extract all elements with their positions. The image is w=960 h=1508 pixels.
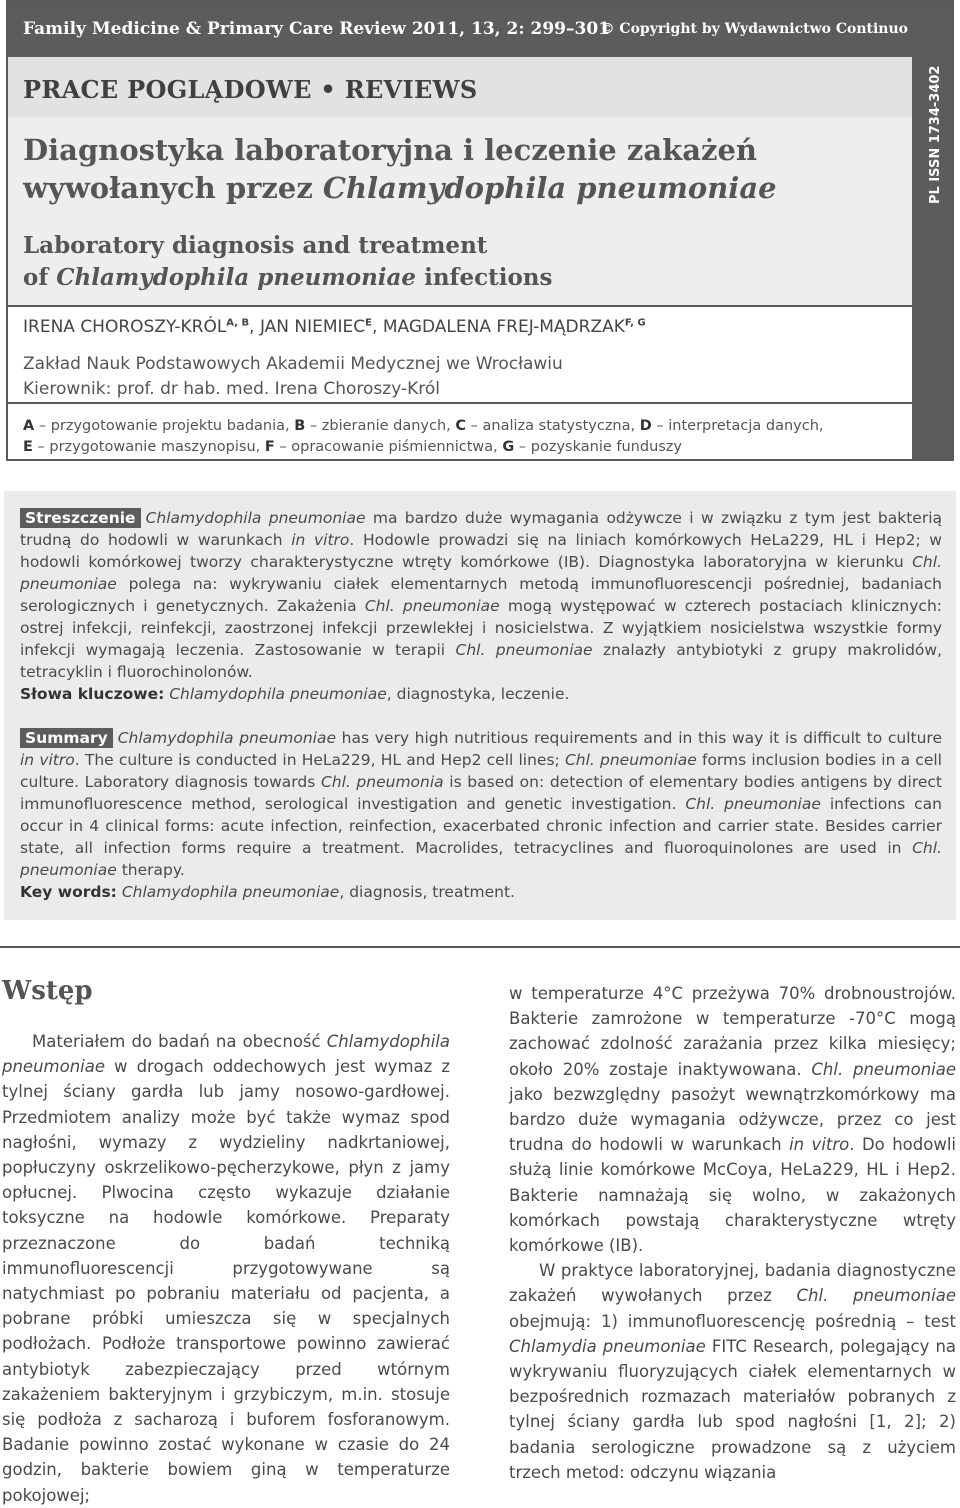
- article-header: [6, 0, 954, 461]
- role-key: F: [264, 439, 275, 455]
- body-text: Chl. pneumoniae: [796, 1286, 956, 1306]
- author-1: IRENA CHOROSZY-KRÓL: [23, 317, 227, 337]
- body-text: w temperaturze 4°C przeżywa 70% drobnoustrojów. Bakterie zamrożone w temperaturze -70°C mogą zachować zdolność zarażania przez kilka miesięcy; około 20% zostaje inaktywowana.: [509, 984, 956, 1079]
- abstract-text: in vitro: [291, 531, 350, 549]
- body-text: FITC Research, polegający na wykrywaniu fluoryzujących ciałek elementarnych w bezpośrednich rozmazach materiałów pobranych z tylnej ściany gardła lub spod nagłośni [1, 2]; 2) badania serologiczne prowadzone są z użyciem trzech metod: odczynu wiązania: [509, 1336, 957, 1482]
- role-text: – analiza statystyczna,: [466, 418, 640, 434]
- abstract-text: Chl. pneumonia: [320, 773, 444, 791]
- title-pl-species: Chlamydophila pneumoniae: [322, 171, 777, 205]
- title-block: [8, 117, 912, 305]
- abstract-text: . The culture is conducted in HeLa229, HL and Hep2 cell lines;: [74, 751, 565, 769]
- abstract-label: Streszczenie: [20, 508, 141, 528]
- body-text: obejmują: 1) immunofluorescencję pośrednią – test: [509, 1311, 956, 1331]
- role-text: – przygotowanie projektu badania,: [34, 418, 295, 434]
- paragraph: [509, 1258, 956, 1485]
- author-3: MAGDALENA FREJ-MĄDRZAK: [382, 317, 625, 337]
- affiliation-institution: Zakład Nauk Podstawowych Akademii Medycznej we Wrocławiu: [23, 354, 563, 374]
- author-2-roles: E: [365, 317, 373, 329]
- title-en-species: Chlamydophila pneumoniae: [56, 264, 417, 291]
- author-list: [23, 317, 646, 337]
- copyright-notice: © Copyright by Wydawnictwo Continuo: [600, 21, 908, 37]
- body-text: Chlamydia pneumoniae: [509, 1336, 706, 1356]
- abstract-text: mogą występować w czterech postaciach klinicznych: ostrej infekcji, reinfekcji, zaostrzonej infekcji przewlekłej i nosicielstwa. Z wyjątkiem nosicielstwa wszystkie formy infekcji wymagają leczenia. Zastosowanie w terapii: [20, 597, 942, 659]
- issn-label: PL ISSN 1734-3402: [928, 65, 943, 204]
- abstract-text: Chl. pneumoniae: [364, 597, 500, 615]
- abstract-english: [20, 727, 942, 903]
- role-key: G: [502, 439, 515, 455]
- title-en-line1: Laboratory diagnosis and treatment: [23, 232, 488, 259]
- title-english: [23, 230, 552, 294]
- abstract-text: znalazły antybiotyki z grupy makrolidów, tetracyklin i fluorochinolonów.: [20, 641, 943, 681]
- body-column-right: [509, 981, 956, 1485]
- keyword: Chlamydophila pneumoniae: [169, 685, 387, 703]
- abstract-text: . Hodowle prowadzi się na liniach komórkowych HeLa229, HL i Hep2; w hodowli komórkowej tworzy charakterystyczne wtręty komórkowe (IB). Diagnostyka laboratoryjna w kierunku: [20, 531, 942, 571]
- body-text: W praktyce laboratoryjnej, badania diagnostyczne zakażeń wywołanych przez: [509, 1261, 956, 1306]
- abstract-text: Chl. pneumoniae: [20, 553, 942, 593]
- role-text: – pozyskanie funduszy: [514, 439, 683, 455]
- authors-block: [8, 305, 912, 402]
- abstract-text: Chl. pneumoniae: [685, 795, 821, 813]
- body-text: jako bezwzględny pasożyt wewnątrzkomórkowy ma bardzo duże wymagania odżywcze, przez co jest trudna do hodowli w warunkach: [509, 1084, 956, 1155]
- paragraph: [509, 981, 956, 1258]
- keywords-label: Słowa kluczowe:: [20, 685, 165, 703]
- abstracts-panel: [4, 491, 956, 920]
- body-column-left: [2, 1029, 450, 1508]
- abstract-text: polega na: wykrywaniu ciałek elementarnych metodą immunofluorescencji pośredniej, badaniach serologicznych i genetycznych. Zakażenia: [20, 575, 942, 615]
- role-text: – interpretacja danych,: [651, 418, 824, 434]
- abstract-text: in vitro: [20, 751, 75, 769]
- role-text: – zbieranie danych,: [305, 418, 456, 434]
- abstract-text: Chlamydophila pneumoniae: [117, 729, 336, 747]
- abstract-text: infections can occur in 4 clinical forms: acute infection, reinfection, exacerbated chronic infection and carrier state. Besides carrier state, all infection forms require a treatment. Macrolides, tetracyclines and fluoroquinolones are used in: [20, 795, 942, 857]
- abstract-text: Chlamydophila pneumoniae: [145, 509, 366, 527]
- affiliation: [23, 352, 563, 402]
- author-3-roles: F, G: [624, 317, 646, 329]
- author-separator: ,: [249, 317, 260, 337]
- body-text: Chl. pneumoniae: [811, 1059, 956, 1079]
- title-en-line2-post: infections: [416, 264, 553, 291]
- abstract-polish: [20, 507, 942, 705]
- abstract-text: therapy.: [116, 861, 185, 879]
- abstract-text: Chl. pneumoniae: [455, 641, 593, 659]
- journal-bar: [8, 2, 952, 57]
- abstract-text: Chl. pneumoniae: [564, 751, 697, 769]
- section-divider: [0, 946, 960, 948]
- title-pl-line2: wywołanych przez: [23, 171, 323, 205]
- role-key: B: [294, 418, 306, 434]
- abstract-text: ma bardzo duże wymagania odżywcze i w związku z tym jest bakterią trudną do hodowli w warunkach: [20, 509, 943, 549]
- keyword: Chlamydophila pneumoniae: [121, 883, 340, 901]
- keyword: , diagnosis, treatment.: [339, 883, 515, 901]
- affiliation-head: Kierownik: prof. dr hab. med. Irena Choroszy-Król: [23, 379, 440, 399]
- role-key: E: [23, 439, 33, 455]
- author-2: JAN NIEMIEC: [259, 317, 366, 337]
- body-text: in vitro: [789, 1135, 850, 1155]
- title-en-line2-pre: of: [23, 264, 57, 291]
- role-text: – przygotowanie maszynopisu,: [32, 439, 265, 455]
- keywords-label: Key words:: [20, 883, 117, 901]
- body-text: w drogach oddechowych jest wymaz z tylnej ściany gardła lub jamy nosowo-gardłowej. Przedmiotem analizy może być także wymaz spod nagłośni, wymazy z wydzieliny nadkrtaniowej, popłuczyny oskrzelikowo-pęcherzykowe, płyn z jamy opłucnej. Plwocina często wykazuje działanie toksyczne na hodowle komórkowe. Preparaty przeznaczone do badań techniką immunofluorescencji przygotowywane są natychmiast po pobraniu materiału od pacjenta, a pobrane próbki umieszcza się w specjalnych podłożach. Podłoże transportowe powinno zawierać antybiotyk zabezpieczający przed wtórnym zakażeniem bakteryjnym i grzybiczym, m.in. stosuje się podłoża z sacharozą i buforem fosforanowym. Badanie powinno zostać wykonane w czasie do 24 godzin, bakterie bowiem giną w temperaturze pokojowej;: [2, 1057, 450, 1505]
- contribution-legend: [23, 416, 824, 458]
- contributions-block: [8, 402, 912, 459]
- section-heading: Wstęp: [2, 976, 93, 1006]
- keyword: , diagnostyka, leczenie.: [386, 685, 570, 703]
- abstract-text: is based on: detection of elementary bodies antigens by direct immunofluorescence method, serological investigation and genetic investigation.: [20, 773, 942, 813]
- body-text: . Do hodowli służą linie komórkowe McCoya, HeLa229, HL i Hep2. Bakterie namnażają się wolno, w zakażonych komórkach powstają charakterystyczne wtręty komórkowe (IB).: [509, 1135, 956, 1256]
- abstract-text: forms inclusion bodies in a cell culture. Laboratory diagnosis towards: [20, 751, 942, 791]
- title-polish: [23, 131, 777, 207]
- title-pl-line1: Diagnostyka laboratoryjna i leczenie zakażeń: [23, 133, 757, 167]
- role-key: A: [23, 418, 35, 434]
- abstract-text: Chl. pneumoniae: [20, 839, 942, 879]
- role-key: D: [639, 418, 652, 434]
- abstract-text: has very high nutritious requirements and in this way it is difficult to culture: [335, 729, 942, 747]
- section-band: [8, 57, 912, 117]
- journal-citation: Family Medicine & Primary Care Review 2011, 13, 2: 299–301: [23, 19, 610, 39]
- abstract-label: Summary: [20, 728, 113, 748]
- author-1-roles: A, B: [226, 317, 250, 329]
- role-text: – opracowanie piśmiennictwa,: [274, 439, 503, 455]
- body-text: Chlamydophila pneumoniae: [2, 1032, 450, 1077]
- role-key: C: [455, 418, 467, 434]
- body-text: Materiałem do badań na obecność: [32, 1032, 327, 1051]
- section-label: PRACE POGLĄDOWE • REVIEWS: [23, 75, 478, 104]
- author-separator: ,: [372, 317, 383, 337]
